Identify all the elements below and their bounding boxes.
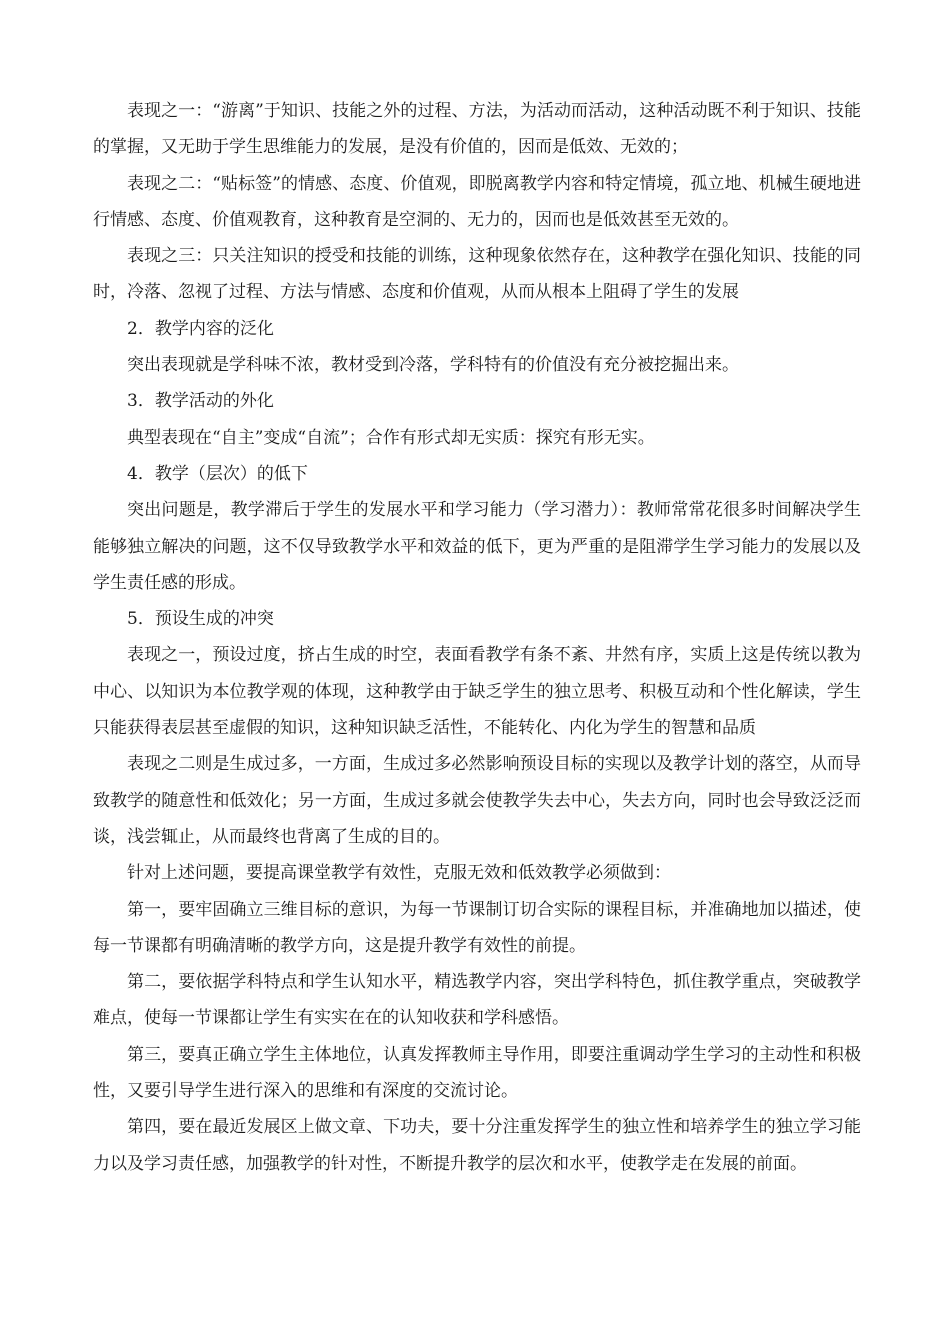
paragraph-conflict-1: 表现之一，预设过度，挤占生成的时空，表面看教学有条不紊、井然有序，实质上这是传统以教为中心、以知识为本位教学观的体现，这种教学由于缺乏学生的独立思考、积极互动和个性化解读，学生只能获得表层甚至虚假的知识，这种知识缺乏活性，不能转化、内化为学生的智慧和品质 — [93, 645, 861, 739]
paragraph-performance-2: 表现之二：“贴标签”的情感、态度、价值观，即脱离教学内容和特定情境，孤立地、机械生硬地进行情感、态度、价值观教育，这种教育是空洞的、无力的，因而也是低效甚至无效的。 — [93, 173, 861, 230]
paragraph-solution-4: 第四，要在最近发展区上做文章、下功夫，要十分注重发挥学生的独立性和培养学生的独立学习能力以及学习责任感，加强教学的针对性，不断提升教学的层次和水平，使教学走在发展的前面。 — [93, 1117, 861, 1174]
paragraph-performance-3: 表现之三：只关注知识的授受和技能的训练，这种现象依然存在，这种教学在强化知识、技能的同时，冷落、忽视了过程、方法与情感、态度和价值观，从而从根本上阻碍了学生的发展 — [93, 246, 861, 303]
paragraph-solution-2: 第二，要依据学科特点和学生认知水平，精选教学内容，突出学科特色，抓住教学重点，突破教学难点，使每一节课都让学生有实实在在的认知收获和学科感悟。 — [93, 972, 861, 1029]
paragraph-solutions-intro: 针对上述问题，要提高课堂教学有效性，克服无效和低效教学必须做到： — [127, 863, 671, 884]
paragraph-content-generalization: 突出表现就是学科味不浓，教材受到冷落，学科特有的价值没有充分被挖掘出来。 — [127, 355, 739, 376]
paragraph-solution-3: 第三，要真正确立学生主体地位，认真发挥教师主导作用，即要注重调动学生学习的主动性和积极性，又要引导学生进行深入的思维和有深度的交流讨论。 — [93, 1044, 861, 1102]
heading-activity-externalization: 3．教学活动的外化 — [127, 391, 274, 412]
paragraph-teaching-level-low: 突出问题是，教学滞后于学生的发展水平和学习能力（学习潜力）：教师常常花很多时间解决学生能够独立解决的问题，这不仅导致教学水平和效益的低下，更为严重的是阻滞学生学习能力的发展以及学生责任感的形成。 — [93, 500, 861, 593]
paragraph-activity-externalization: 典型表现在“自主”变成“自流”；合作有形式却无实质：探究有形无实。 — [127, 427, 655, 448]
heading-teaching-level-low: 4．教学（层次）的低下 — [127, 463, 308, 484]
document-body — [93, 93, 861, 1182]
heading-preset-generation-conflict: 5．预设生成的冲突 — [127, 609, 274, 630]
paragraph-conflict-2: 表现之二则是生成过多，一方面，生成过多必然影响预设目标的实现以及教学计划的落空，从而导致教学的随意性和低效化；另一方面，生成过多就会使教学失去中心，失去方向，同时也会导致泛泛而谈，浅尝辄止，从而最终也背离了生成的目的。 — [93, 754, 861, 847]
heading-content-generalization: 2．教学内容的泛化 — [127, 318, 274, 339]
paragraph-solution-1: 第一，要牢固确立三维目标的意识，为每一节课制订切合实际的课程目标，并准确地加以描述，使每一节课都有明确清晰的教学方向，这是提升教学有效性的前提。 — [93, 899, 861, 956]
paragraph-performance-1: 表现之一：“游离”于知识、技能之外的过程、方法，为活动而活动，这种活动既不利于知识、技能的掌握，又无助于学生思维能力的发展，是没有价值的，因而是低效、无效的； — [93, 101, 861, 158]
